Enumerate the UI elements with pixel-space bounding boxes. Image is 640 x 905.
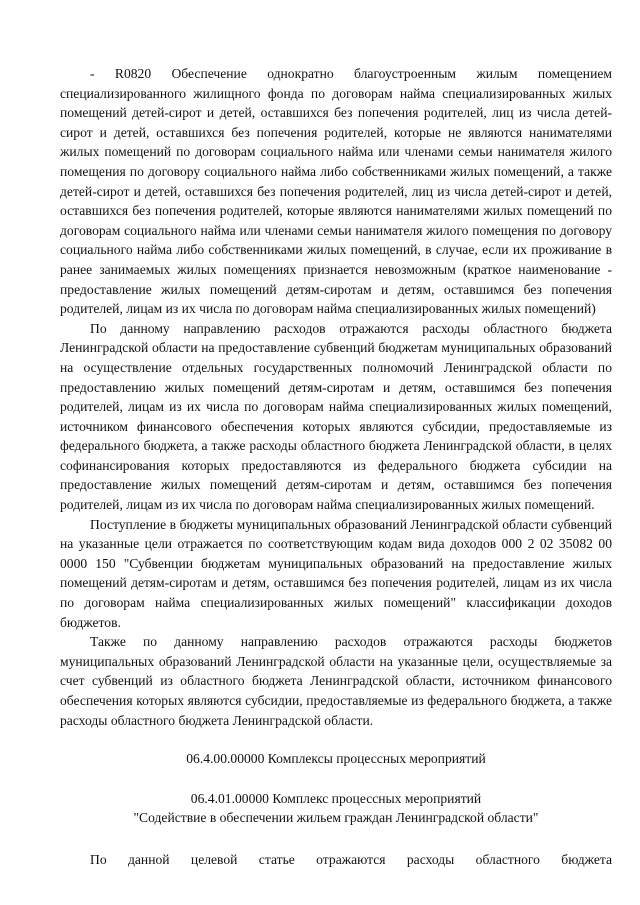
paragraph-expenses-direction: По данному направлению расходов отражаются расходы областного бюджета Ленинградской области на предоставление субвенций бюджетам муниципальных образований на осуществление отдельных государственных полномочий Ленинградской области по предоставлению жилых помещений детям-сиротам и детям, оставшимся без попечения родителей, лицам из их числа по договорам найма специализированных жилых помещений, источником финансового обеспечения которых являются субсидии, предоставляемые из федерального бюджета, а также расходы областного бюджета Ленинградской области, в целях софинансирования которых предоставляются из федерального бюджета субсидии на предоставление жилых помещений детям-сиротам и детям, оставшимся без попечения родителей, лицам из их числа по договорам найма специализированных жилых помещений. — [60, 320, 612, 513]
paragraph-r0820: - R0820 Обеспечение однократно благоустроенным жилым помещением специализированного жилищного фонда по договорам найма специализированных жилых помещений детей-сирот и детей, оставшихся без попечения родителей, лиц из числа детей-сирот и детей, оставшихся без попечения родителей, которые не являются нанимателями жилых помещений по договорам социального найма или членами семьи нанимателя жилого помещения по договору социального найма либо собственниками жилых помещений, а также детей-сирот и детей, оставшихся без попечения родителей, лиц из числа детей-сирот и детей, оставшихся без попечения родителей, которые являются нанимателями жилых помещений по договорам социального найма или членами семьи нанимателя жилого помещения по договору социального найма либо собственниками жилых помещений, в случае, если их проживание в ранее занимаемых жилых помещениях признается невозможным (краткое наименование - предоставление жилых помещений детям-сиротам и детям, оставшимся без попечения родителей, лицам из их числа по договорам найма специализированных жилых помещений) — [60, 66, 612, 317]
subsection-heading-line-2: "Содействие в обеспечении жильем граждан Ленинградской области" — [133, 810, 539, 826]
subsection-heading-line-1: 06.4.01.00000 Комплекс процессных мероприятий — [190, 790, 482, 806]
paragraph-target-article: По данной целевой статье отражаются расходы областного бюджета — [90, 851, 612, 867]
paragraph-subvention-receipt: Поступление в бюджеты муниципальных образований Ленинградской области субвенций на указанные цели отражается по соответствующим кодам вида доходов 000 2 02 35082 00 0000 150 "Субвенции бюджетам муниципальных образований на предоставление жилых помещений детям-сиротам и детям, оставшимся без попечения родителей, лицам из их числа по договорам найма специализированных жилых помещений" классификации доходов бюджетов. — [60, 516, 612, 630]
subsection-heading — [60, 789, 612, 828]
paragraph-municipal-expenses: Также по данному направлению расходов отражаются расходы бюджетов муниципальных образований Ленинградской области на указанные цели, осуществляемые за счет субвенций из областного бюджета Ленинградской области, источником финансового обеспечения которых являются субсидии, предоставляемые из федерального бюджета, а также расходы областного бюджета Ленинградской области. — [60, 634, 612, 728]
section-heading: 06.4.00.00000 Комплексы процессных мероприятий — [186, 751, 486, 767]
